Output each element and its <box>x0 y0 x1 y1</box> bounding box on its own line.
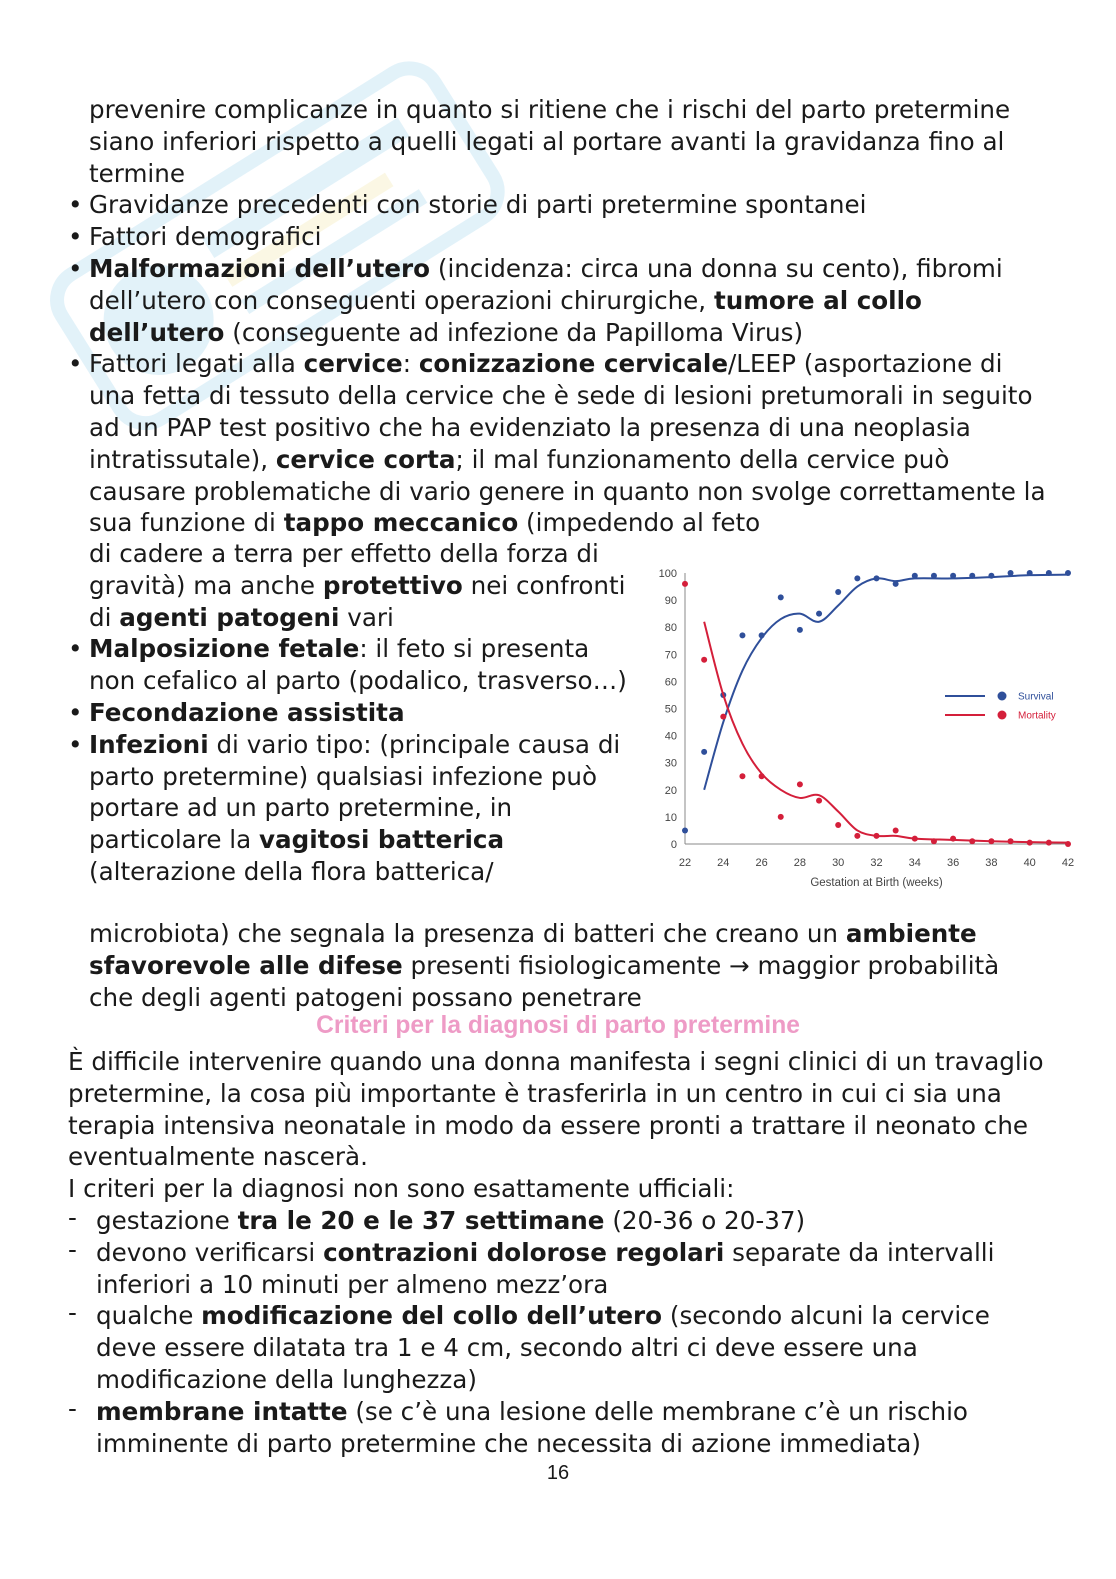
y-tick-label: 0 <box>670 839 677 851</box>
mortality-data-point <box>778 814 784 820</box>
survival-mortality-chart <box>640 560 1080 900</box>
x-axis-label: Gestation at Birth (weeks) <box>810 877 943 889</box>
x-tick-label: 38 <box>985 857 998 869</box>
criteria-lead-paragraph: I criteri per la diagnosi non sono esattamente ufficiali: <box>68 1174 735 1204</box>
section-title: Criteri per la diagnosi di parto pretermine <box>316 1012 800 1039</box>
mortality-data-point <box>720 714 726 720</box>
survival-data-point <box>988 573 994 579</box>
mortality-data-point <box>1046 840 1052 846</box>
x-tick-label: 26 <box>755 857 768 869</box>
y-tick-label: 10 <box>664 811 677 824</box>
list-item: • Fattori legati alla cervice: conizzazione cervicale/LEEP (asportazione di una fetta di tessuto della cervice che è sede di lesioni pretumorali in seguito ad un PAP test positivo che ha evidenziato la presenza di una neoplasia intratissutale), cervice corta; il mal funzionamento della cervice può causare problematiche di vario genere in quanto non svolge correttamente la sua funzione di tappo meccanico (impedendo al feto <box>68 348 1048 539</box>
list-item: • Infezioni di vario tipo: (principale causa di parto pretermine) qualsiasi infezione può portare ad un parto pretermine, in particolare la vagitosi batterica (alterazione della flora batterica/ <box>68 729 628 888</box>
x-tick-label: 28 <box>793 857 807 869</box>
y-tick-label: 50 <box>664 703 677 716</box>
mortality-data-point <box>759 773 765 779</box>
mortality-data-point <box>950 836 956 842</box>
x-tick-label: 34 <box>908 857 921 869</box>
survival-legend-label: Survival <box>1018 691 1054 703</box>
x-tick-label: 42 <box>1061 857 1075 869</box>
x-tick-label: 24 <box>717 857 730 869</box>
criteria-list <box>68 1205 1048 1459</box>
survival-data-point <box>931 573 937 579</box>
survival-data-point <box>739 632 745 638</box>
list-item: - devono verificarsi contrazioni dolorose regolari separate da intervalli inferiori a 10 minuti per almeno mezz’ora <box>68 1237 1048 1301</box>
y-tick-label: 30 <box>664 757 677 770</box>
y-tick-label: 100 <box>658 568 677 580</box>
survival-data-point <box>835 589 841 595</box>
list-item: - qualche modificazione del collo dell’utero (secondo alcuni la cervice deve essere dilatata tra 1 e 4 cm, secondo altri ci deve essere una modificazione della lunghezza) <box>68 1300 1048 1395</box>
list-item: • Gravidanze precedenti con storie di parti pretermine spontanei <box>68 189 1048 221</box>
list-item: - membrane intatte (se c’è una lesione delle membrane c’è un rischio imminente di parto pretermine che necessita di azione immediata) <box>68 1396 1048 1460</box>
narrow-text-block <box>68 538 628 888</box>
mortality-data-point <box>1027 840 1033 846</box>
mortality-data-point <box>931 838 937 844</box>
list-item-continuation: microbiota) che segnala la presenza di batteri che creano un ambiente sfavorevole alle difese presenti fisiologicamente → maggior probabilità che degli agenti patogeni possano penetrare <box>89 919 1000 1012</box>
mortality-data-point <box>797 781 803 787</box>
criteria-section <box>68 1046 1048 1459</box>
survival-data-point <box>816 611 822 617</box>
mortality-data-point <box>816 798 822 804</box>
survival-legend-marker <box>998 692 1007 701</box>
x-tick-label: 32 <box>870 857 883 869</box>
mortality-data-point <box>988 838 994 844</box>
survival-data-point <box>874 575 880 581</box>
x-tick-label: 22 <box>678 857 692 869</box>
risk-factor-list <box>68 189 1048 539</box>
mortality-data-point <box>854 833 860 839</box>
survival-data-point <box>778 594 784 600</box>
y-tick-label: 20 <box>664 784 677 797</box>
mortality-data-point <box>1008 838 1014 844</box>
survival-data-point <box>1008 570 1014 576</box>
continuation-paragraph: prevenire complicanze in quanto si ritiene che i rischi del parto pretermine siano inferiori rispetto a quelli legati al portare avanti la gravidanza fino al termine <box>89 95 1011 188</box>
criteria-intro-paragraph: È difficile intervenire quando una donna manifesta i segni clinici di un travaglio pretermine, la cosa più importante è trasferirla in un centro in cui ci sia una terapia intensiva neonatale in modo da essere pronti a trattare il neonato che eventualmente nascerà. <box>68 1047 1044 1172</box>
mortality-data-point <box>835 822 841 828</box>
mortality-legend-label: Mortality <box>1018 710 1056 722</box>
mortality-data-point <box>682 581 688 587</box>
list-item-continuation: di cadere a terra per effetto della forza di gravità) ma anche protettivo nei confronti di agenti patogeni vari <box>89 539 626 632</box>
survival-data-point <box>854 575 860 581</box>
survival-data-point <box>1065 570 1071 576</box>
list-item: • Malposizione fetale: il feto si presenta non cefalico al parto (podalico, trasverso…) <box>68 633 628 697</box>
survival-trend-line <box>704 575 1068 790</box>
mortality-trend-line <box>704 622 1068 843</box>
y-tick-label: 60 <box>664 676 677 689</box>
survival-data-point <box>1046 570 1052 576</box>
mortality-data-point <box>912 836 918 842</box>
x-tick-label: 30 <box>832 857 845 869</box>
risk-factor-list-continued <box>68 633 628 887</box>
mortality-data-point <box>701 657 707 663</box>
x-tick-label: 40 <box>1023 857 1036 869</box>
mortality-data-point <box>969 838 975 844</box>
y-tick-label: 90 <box>664 595 677 608</box>
mortality-data-point <box>874 833 880 839</box>
survival-data-point <box>759 632 765 638</box>
mortality-data-point <box>893 827 899 833</box>
survival-data-point <box>1027 570 1033 576</box>
survival-data-point <box>682 827 688 833</box>
page-number: 16 <box>546 1462 570 1484</box>
y-tick-label: 70 <box>664 649 677 662</box>
y-tick-label: 80 <box>664 622 677 635</box>
survival-data-point <box>797 627 803 633</box>
lower-list-continuation <box>68 918 1048 1013</box>
y-tick-label: 40 <box>664 730 677 743</box>
survival-data-point <box>912 573 918 579</box>
survival-data-point <box>969 573 975 579</box>
mortality-data-point <box>1065 841 1071 847</box>
survival-data-point <box>893 581 899 587</box>
survival-data-point <box>950 573 956 579</box>
mortality-data-point <box>739 773 745 779</box>
x-tick-label: 36 <box>946 857 960 869</box>
list-item: • Fecondazione assistita <box>68 697 628 729</box>
list-item: - gestazione tra le 20 e le 37 settimane (20-36 o 20-37) <box>68 1205 1048 1237</box>
mortality-legend-marker <box>998 711 1007 720</box>
upper-text-block <box>68 94 1048 539</box>
survival-data-point <box>701 749 707 755</box>
list-item: • Fattori demografici <box>68 221 1048 253</box>
list-item: • Malformazioni dell’utero (incidenza: circa una donna su cento), fibromi dell’utero con conseguenti operazioni chirurgiche, tumore al collo dell’utero (conseguente ad infezione da Papilloma Virus) <box>68 253 1048 348</box>
